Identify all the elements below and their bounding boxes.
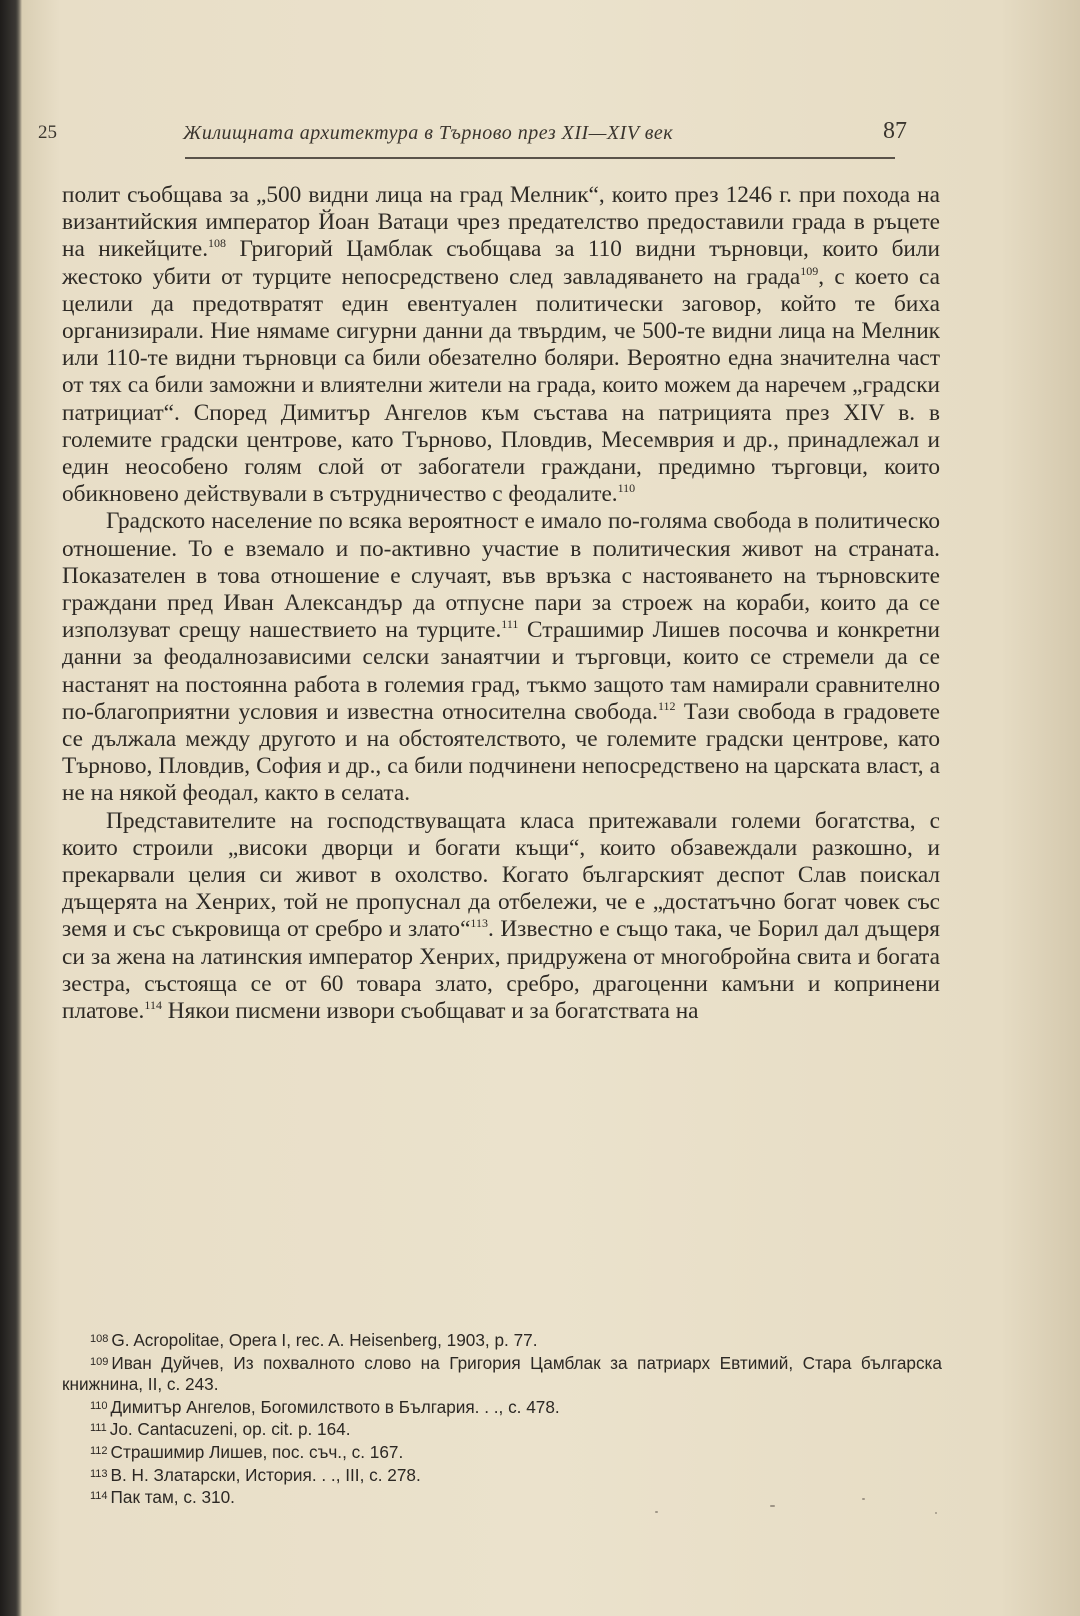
- footnote-108: [62, 1329, 942, 1352]
- paragraph-3-text-c: Някои писмени извори съобщават и за богатствата на: [161, 998, 699, 1025]
- footnote-111: [62, 1418, 942, 1441]
- footnote-text: Пак там, с. 310.: [110, 1487, 235, 1508]
- footnote-number: 108: [90, 1333, 109, 1345]
- footnote-text: Страшимир Лишев, пос. съч., с. 167.: [110, 1441, 404, 1462]
- header-rule: [185, 157, 895, 159]
- paper-speck: [655, 1511, 658, 1513]
- paragraph-1-text-a: полит съобщава за „500 видни лица на град Мелник“, които през 1246 г. при похода на византийския император Йоан Ватаци чрез предателство предоставили града в ръцете на никейците.: [62, 182, 940, 263]
- footnote-112: [62, 1441, 942, 1464]
- footnotes: [62, 1329, 942, 1509]
- footnote-ref-112: 112: [657, 699, 676, 714]
- footnote-text: В. Н. Златарски, История. . ., III, с. 278.: [110, 1464, 421, 1485]
- paragraph-1: [62, 182, 940, 508]
- page-header: [38, 116, 938, 160]
- signature-mark: 25: [38, 122, 57, 143]
- footnote-ref-109: 109: [800, 263, 819, 278]
- footnote-text: Jo. Cantacuzeni, op. cit. p. 164.: [109, 1419, 351, 1440]
- book-spine-shadow: [0, 0, 22, 1616]
- paragraph-1-text-c: , с което са целили да предотвратят един евентуален политически заговор, който те биха организирали. Ние нямаме сигурни данни да твърдим, че 500-те видни лица на Мелник или 110-те видни търновци са били обезателно боляри. Вероятно една значителна част от тях са били заможни и влиятелни жители на града, които можем да наречем „градски патрициат“. Според Димитър Ангелов към състава на патрицията през XIV в. в големите градски центрове, като Търново, Пловдив, Месемврия и др., принадлежал и един неособено голям слой от забогатели граждани, предимно търговци, които обикновено действували в сътрудничество с феодалите.: [62, 263, 940, 508]
- paragraph-3-text-a: Представителите на господствуващата класа притежавали големи богатства, с които строили „високи дворци и богати къщи“, които обзавеждали разкошно, и прекарвали целия си живот в охолство. Когато българският деспот Слав поискал дъщерята на Хенрих, той не пропуснал да отбележи, че е „достатъчно богат човек със земя и със съкровища от сребро и злато“: [62, 807, 940, 943]
- footnote-number: 110: [90, 1399, 108, 1412]
- footnote-113: [62, 1464, 942, 1487]
- paragraph-3: [62, 808, 940, 1026]
- footnote-ref-111: 111: [501, 617, 519, 632]
- page-number: 87: [883, 118, 907, 144]
- footnote-number: 114: [90, 1490, 108, 1503]
- paragraph-1-text-b: Григорий Цамблак съобщава за 110 видни търновци, които били жестоко убити от турците непосредствено след завладяването на града: [62, 236, 940, 290]
- footnote-text: Иван Дуйчев, Из похвалното слово на Григория Цамблак за патриарх Евтимий, Стара българска книжнина, II, с. 243.: [62, 1352, 942, 1395]
- footnote-number: 112: [90, 1444, 108, 1457]
- footnote-110: [62, 1396, 942, 1419]
- footnote-number: 111: [90, 1422, 107, 1435]
- footnote-ref-108: 108: [208, 236, 227, 251]
- paper-speck: [935, 1512, 937, 1514]
- running-title: Жилищната архитектура в Търново през XII—XIV век: [183, 122, 674, 144]
- paragraph-2-text-b: Страшимир Лишев посочва и конкретни данни за феодалнозависими селски занаятчии и търговци, които се стремели да се настанят на постоянна работа в големия град, тъкмо защото там намирали сравнително по-благоприятни условия и известна относителна свобода.: [62, 617, 940, 725]
- footnote-text: G. Acropolitae, Opera I, rec. A. Heisenberg, 1903, p. 77.: [111, 1330, 538, 1350]
- footnote-114: [62, 1486, 942, 1509]
- paragraph-3-text-b: . Известно е също така, че Борил дал дъщеря си за жена на латинския император Хенрих, придружена от многобройна свита и богата зестра, състояща се от 60 товара злато, сребро, драгоценни камъни и копринени платове.: [62, 916, 940, 1025]
- footnote-number: 113: [90, 1467, 108, 1480]
- body-text: [62, 182, 940, 1025]
- footnote-number: 109: [90, 1355, 109, 1368]
- paragraph-2-text-a: Градското население по всяка вероятност е имало по-голяма свобода в политическо отношение. То е вземало и по-активно участие в политическия живот на страната. Показателен в това отношение е случаят, във връзка с настояването на търновските граждани пред Иван Александър да отпусне пари за строеж на кораби, които да се използуват срещу нашествието на турците.: [62, 508, 940, 644]
- footnote-109: [62, 1352, 942, 1396]
- footnote-ref-114: 114: [144, 998, 162, 1013]
- footnote-text: Димитър Ангелов, Богомилството в България. . ., с. 478.: [110, 1396, 560, 1417]
- paragraph-2-text-c: Тази свобода в градовете се дължала между другото и на обстоятелството, че големите градски центрове, като Търново, Пловдив, София и др., са били подчинени непосредствено на царската власт, а не на някой феодал, както в селата.: [62, 698, 940, 807]
- footnote-ref-110: 110: [617, 481, 636, 496]
- footnote-ref-113: 113: [470, 916, 488, 931]
- paper-speck: [862, 1498, 865, 1500]
- paper-speck: [770, 1505, 775, 1507]
- paragraph-2: [62, 508, 940, 807]
